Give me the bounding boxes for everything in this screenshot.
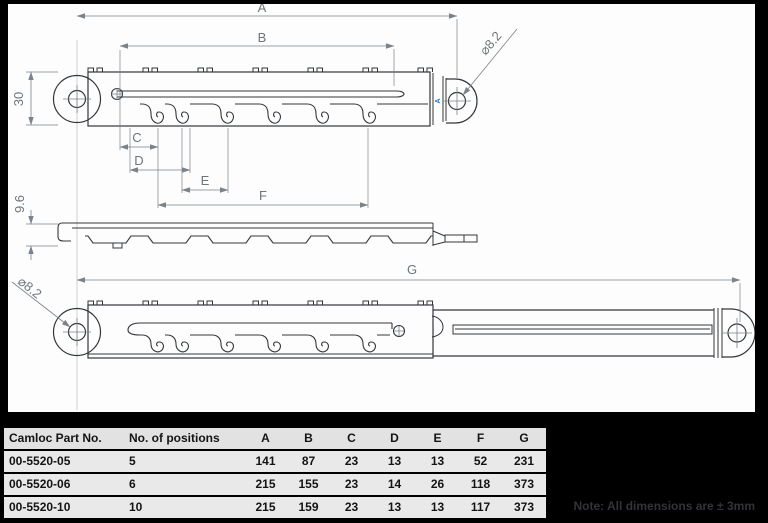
table-cell: 10 xyxy=(124,497,244,518)
technical-drawing xyxy=(8,4,755,412)
table-cell: 118 xyxy=(459,474,502,495)
table-cell: 13 xyxy=(416,451,459,472)
table-cell: 159 xyxy=(287,497,330,518)
side-view xyxy=(58,223,477,248)
dim-label-96: 9.6 xyxy=(12,194,27,214)
ratchet-slots xyxy=(140,104,428,123)
dim-label-f: F xyxy=(259,188,267,203)
table-cell: 23 xyxy=(330,474,373,495)
table-cell: 13 xyxy=(373,497,416,518)
table-cell: 231 xyxy=(502,451,546,472)
column-header-d: D xyxy=(373,428,416,449)
end-cap-lines xyxy=(714,308,722,358)
section-marker: A xyxy=(435,98,442,104)
slide-strip xyxy=(58,223,433,241)
table-cell: 13 xyxy=(416,497,459,518)
slide-slot xyxy=(453,325,712,334)
table-cell: 13 xyxy=(373,451,416,472)
drawing-canvas xyxy=(8,4,755,412)
slide-bar xyxy=(433,310,714,356)
table-cell: 117 xyxy=(459,497,502,518)
slide-rod xyxy=(117,91,404,97)
dimensions-note: Note: All dimensions are ± 3mm xyxy=(573,499,755,513)
column-header-f: F xyxy=(459,428,502,449)
dim-label-hole-top: ⌀8.2 xyxy=(476,28,505,58)
table-cell: 87 xyxy=(287,451,330,472)
dim-label-30: 30 xyxy=(11,91,26,107)
table-cell-part: 00-5520-05 xyxy=(4,451,124,472)
column-header-positions: No. of positions xyxy=(124,428,244,449)
dim-label-d: D xyxy=(134,153,144,168)
edge-tabs xyxy=(88,301,433,305)
parts-table xyxy=(0,424,553,521)
ratchet-band xyxy=(128,323,392,335)
top-view-crosshairs xyxy=(63,85,471,115)
table-cell: 373 xyxy=(502,497,546,518)
column-header-part: Camloc Part No. xyxy=(4,428,124,449)
end-flat-tab xyxy=(445,235,477,242)
column-header-a: A xyxy=(244,428,287,449)
column-header-g: G xyxy=(502,428,546,449)
table-cell: 215 xyxy=(244,497,287,518)
table-cell: 215 xyxy=(244,474,287,495)
channel-rail xyxy=(85,236,433,243)
table-cell: 373 xyxy=(502,474,546,495)
stay-body xyxy=(88,72,430,126)
dim-label-c: C xyxy=(132,130,142,145)
column-header-c: C xyxy=(330,428,373,449)
table-cell: 23 xyxy=(330,497,373,518)
table-cell: 23 xyxy=(330,451,373,472)
table-cell: 26 xyxy=(416,474,459,495)
dim-label-a: A xyxy=(257,4,267,15)
column-header-e: E xyxy=(416,428,459,449)
dimension-lines xyxy=(12,16,740,327)
column-header-b: B xyxy=(287,428,330,449)
stay-body-extended xyxy=(88,305,433,358)
extended-view xyxy=(54,301,756,358)
table-cell-part: 00-5520-10 xyxy=(4,497,124,518)
dim-label-hole-bottom: ⌀8.2 xyxy=(15,273,45,302)
table-cell: 6 xyxy=(124,474,244,495)
table-cell: 141 xyxy=(244,451,287,472)
dim-label-b: B xyxy=(257,30,267,45)
table-cell: 5 xyxy=(124,451,244,472)
latch-notch xyxy=(113,243,122,248)
dim-label-g: G xyxy=(406,262,418,277)
latch-bump xyxy=(432,316,443,337)
ratchet-slots xyxy=(140,335,390,352)
table-cell: 52 xyxy=(459,451,502,472)
table-cell: 155 xyxy=(287,474,330,495)
dim-label-e: E xyxy=(200,173,210,188)
table-cell-part: 00-5520-06 xyxy=(4,474,124,495)
table-cell: 14 xyxy=(373,474,416,495)
